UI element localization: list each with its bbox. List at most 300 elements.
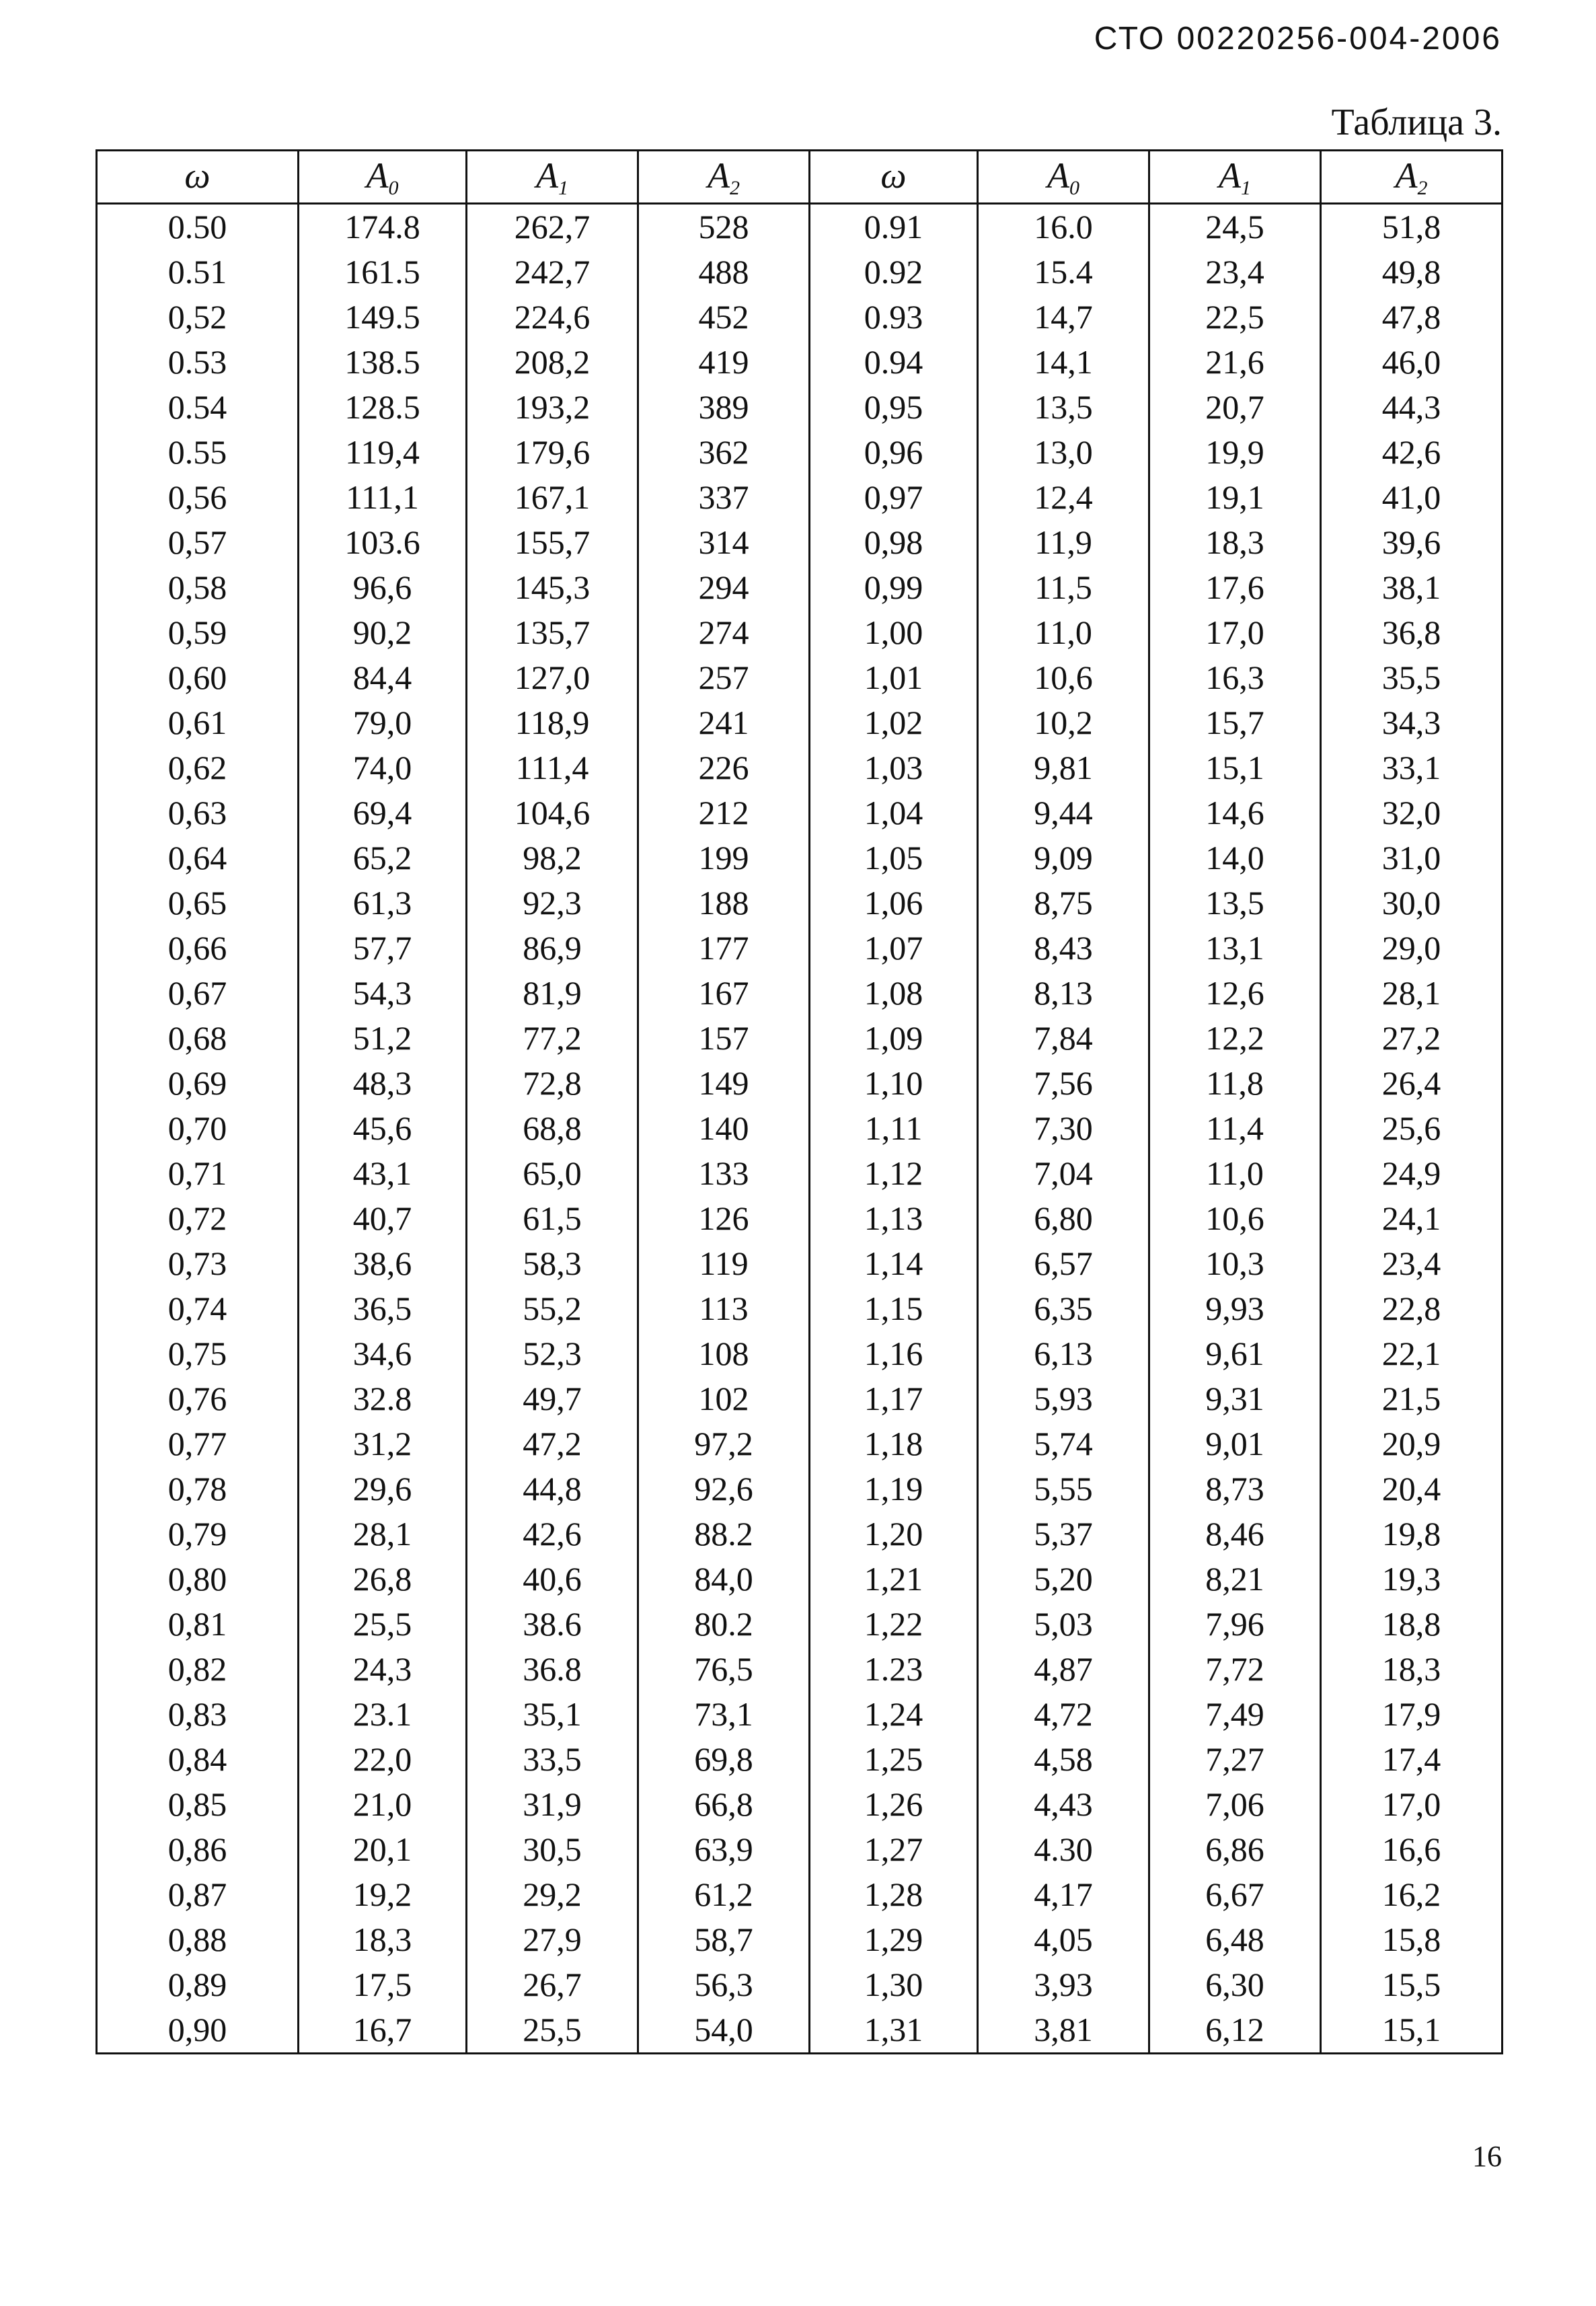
table-cell: 155,7 <box>467 520 638 565</box>
table-cell: 1,00 <box>810 610 978 655</box>
table-cell: 1,08 <box>810 971 978 1016</box>
table-cell: 69,8 <box>638 1737 810 1782</box>
table-cell: 5,93 <box>978 1376 1149 1421</box>
table-cell: 26,7 <box>467 1962 638 2007</box>
table-cell: 0,86 <box>97 1827 299 1872</box>
table-cell: 7,84 <box>978 1016 1149 1061</box>
table-cell: 19,1 <box>1149 475 1321 520</box>
table-cell: 488 <box>638 250 810 295</box>
table-row <box>97 430 1503 475</box>
table-row <box>97 790 1503 835</box>
table-cell: 0,97 <box>810 475 978 520</box>
table-cell: 14,7 <box>978 295 1149 340</box>
table-cell: 133 <box>638 1151 810 1196</box>
table-cell: 16,2 <box>1321 1872 1503 1917</box>
table-cell: 0,58 <box>97 565 299 610</box>
table-cell: 14,6 <box>1149 790 1321 835</box>
table-cell: 29,2 <box>467 1872 638 1917</box>
table-cell: 20,1 <box>299 1827 467 1872</box>
table-cell: 92,6 <box>638 1466 810 1512</box>
table-cell: 7,06 <box>1149 1782 1321 1827</box>
table-cell: 98,2 <box>467 835 638 881</box>
table-cell: 28,1 <box>299 1512 467 1557</box>
table-row <box>97 610 1503 655</box>
coefficient-table <box>96 149 1503 2054</box>
table-cell: 9,93 <box>1149 1286 1321 1331</box>
table-cell: 92,3 <box>467 881 638 926</box>
table-cell: 14,1 <box>978 340 1149 385</box>
table-cell: 9,61 <box>1149 1331 1321 1376</box>
table-cell: 0,64 <box>97 835 299 881</box>
table-cell: 25,6 <box>1321 1106 1503 1151</box>
table-cell: 8,13 <box>978 971 1149 1016</box>
header-a0-1: $A_0$ <box>299 151 467 204</box>
table-cell: 212 <box>638 790 810 835</box>
table-cell: 17,6 <box>1149 565 1321 610</box>
table-cell: 7,49 <box>1149 1692 1321 1737</box>
table-row <box>97 1196 1503 1241</box>
document-code: СТО 00220256-004-2006 <box>1094 21 1502 57</box>
table-cell: 1,11 <box>810 1106 978 1151</box>
table-cell: 10,3 <box>1149 1241 1321 1286</box>
table-cell: 1,07 <box>810 926 978 971</box>
table-cell: 0.51 <box>97 250 299 295</box>
table-cell: 51,8 <box>1321 204 1503 250</box>
table-cell: 0,52 <box>97 295 299 340</box>
table-cell: 35,1 <box>467 1692 638 1737</box>
table-cell: 177 <box>638 926 810 971</box>
table-cell: 1,04 <box>810 790 978 835</box>
table-cell: 15.4 <box>978 250 1149 295</box>
table-cell: 32,0 <box>1321 790 1503 835</box>
table-cell: 4.30 <box>978 1827 1149 1872</box>
table-cell: 149 <box>638 1061 810 1106</box>
table-cell: 118,9 <box>467 700 638 745</box>
table-cell: 1,31 <box>810 2007 978 2054</box>
table-cell: 47,8 <box>1321 295 1503 340</box>
table-cell: 314 <box>638 520 810 565</box>
table-cell: 49,8 <box>1321 250 1503 295</box>
table-cell: 9,81 <box>978 745 1149 790</box>
table-row <box>97 1737 1503 1782</box>
table-cell: 0.91 <box>810 204 978 250</box>
table-cell: 1,26 <box>810 1782 978 1827</box>
table-row <box>97 2007 1503 2054</box>
table-cell: 1,09 <box>810 1016 978 1061</box>
table-cell: 10,6 <box>1149 1196 1321 1241</box>
table-row <box>97 1827 1503 1872</box>
table-cell: 1,29 <box>810 1917 978 1962</box>
table-cell: 4,05 <box>978 1917 1149 1962</box>
table-cell: 3,81 <box>978 2007 1149 2054</box>
table-cell: 22,1 <box>1321 1331 1503 1376</box>
table-cell: 45,6 <box>299 1106 467 1151</box>
table-cell: 44,3 <box>1321 385 1503 430</box>
table-cell: 35,5 <box>1321 655 1503 700</box>
table-cell: 1,01 <box>810 655 978 700</box>
table-cell: 24,3 <box>299 1647 467 1692</box>
table-cell: 58,7 <box>638 1917 810 1962</box>
table-cell: 119,4 <box>299 430 467 475</box>
table-row <box>97 1647 1503 1692</box>
table-cell: 102 <box>638 1376 810 1421</box>
table-cell: 111,1 <box>299 475 467 520</box>
table-cell: 26,8 <box>299 1557 467 1602</box>
table-row <box>97 1331 1503 1376</box>
table-cell: 7,27 <box>1149 1737 1321 1782</box>
table-cell: 0.53 <box>97 340 299 385</box>
table-cell: 39,6 <box>1321 520 1503 565</box>
table-cell: 1,15 <box>810 1286 978 1331</box>
table-cell: 11,9 <box>978 520 1149 565</box>
table-cell: 34,6 <box>299 1331 467 1376</box>
table-cell: 49,7 <box>467 1376 638 1421</box>
table-cell: 199 <box>638 835 810 881</box>
table-cell: 51,2 <box>299 1016 467 1061</box>
table-cell: 30,0 <box>1321 881 1503 926</box>
table-cell: 0,60 <box>97 655 299 700</box>
table-cell: 40,6 <box>467 1557 638 1602</box>
table-cell: 23,4 <box>1149 250 1321 295</box>
table-cell: 0,67 <box>97 971 299 1016</box>
table-cell: 13,5 <box>978 385 1149 430</box>
table-cell: 6,30 <box>1149 1962 1321 2007</box>
table-cell: 8,21 <box>1149 1557 1321 1602</box>
table-cell: 73,1 <box>638 1692 810 1737</box>
table-cell: 12,6 <box>1149 971 1321 1016</box>
table-cell: 0,77 <box>97 1421 299 1466</box>
table-cell: 8,43 <box>978 926 1149 971</box>
table-cell: 17,4 <box>1321 1737 1503 1782</box>
table-row <box>97 520 1503 565</box>
table-cell: 0.94 <box>810 340 978 385</box>
table-cell: 294 <box>638 565 810 610</box>
table-row <box>97 1557 1503 1602</box>
table-cell: 0,96 <box>810 430 978 475</box>
table-cell: 1,28 <box>810 1872 978 1917</box>
table-cell: 11,0 <box>1149 1151 1321 1196</box>
table-cell: 15,7 <box>1149 700 1321 745</box>
table-cell: 274 <box>638 610 810 655</box>
header-a1-2: $A_1$ <box>1149 151 1321 204</box>
table-cell: 10,2 <box>978 700 1149 745</box>
header-a0-2: $A_0$ <box>978 151 1149 204</box>
table-row <box>97 385 1503 430</box>
table-cell: 20,9 <box>1321 1421 1503 1466</box>
table-cell: 5,37 <box>978 1512 1149 1557</box>
table-cell: 0,75 <box>97 1331 299 1376</box>
table-cell: 18,3 <box>299 1917 467 1962</box>
table-cell: 24,5 <box>1149 204 1321 250</box>
table-cell: 16,6 <box>1321 1827 1503 1872</box>
table-cell: 0,61 <box>97 700 299 745</box>
table-cell: 17,0 <box>1321 1782 1503 1827</box>
table-row <box>97 1061 1503 1106</box>
table-cell: 43,1 <box>299 1151 467 1196</box>
table-cell: 0,90 <box>97 2007 299 2054</box>
table-cell: 0.50 <box>97 204 299 250</box>
table-cell: 27,9 <box>467 1917 638 1962</box>
table-cell: 72,8 <box>467 1061 638 1106</box>
table-cell: 42,6 <box>467 1512 638 1557</box>
table-cell: 0,87 <box>97 1872 299 1917</box>
table-cell: 1,24 <box>810 1692 978 1737</box>
table-cell: 34,3 <box>1321 700 1503 745</box>
table-cell: 119 <box>638 1241 810 1286</box>
table-cell: 24,9 <box>1321 1151 1503 1196</box>
table-cell: 36.8 <box>467 1647 638 1692</box>
table-cell: 96,6 <box>299 565 467 610</box>
table-cell: 65,2 <box>299 835 467 881</box>
table-cell: 11,5 <box>978 565 1149 610</box>
table-cell: 0,79 <box>97 1512 299 1557</box>
table-cell: 38,6 <box>299 1241 467 1286</box>
table-cell: 11,0 <box>978 610 1149 655</box>
table-cell: 9,01 <box>1149 1421 1321 1466</box>
table-cell: 76,5 <box>638 1647 810 1692</box>
header-a1-1: $A_1$ <box>467 151 638 204</box>
table-cell: 28,1 <box>1321 971 1503 1016</box>
table-cell: 1,06 <box>810 881 978 926</box>
table-cell: 0,63 <box>97 790 299 835</box>
table-row <box>97 1466 1503 1512</box>
table-cell: 52,3 <box>467 1331 638 1376</box>
table-row <box>97 1376 1503 1421</box>
header-omega-2: ω <box>810 151 978 204</box>
table-cell: 5,20 <box>978 1557 1149 1602</box>
table-cell: 36,8 <box>1321 610 1503 655</box>
table-cell: 4,72 <box>978 1692 1149 1737</box>
table-cell: 47,2 <box>467 1421 638 1466</box>
table-cell: 27,2 <box>1321 1016 1503 1061</box>
table-cell: 19,2 <box>299 1872 467 1917</box>
table-cell: 42,6 <box>1321 430 1503 475</box>
table-cell: 0,82 <box>97 1647 299 1692</box>
table-cell: 108 <box>638 1331 810 1376</box>
table-cell: 29,0 <box>1321 926 1503 971</box>
table-cell: 0,65 <box>97 881 299 926</box>
table-cell: 0,84 <box>97 1737 299 1782</box>
table-cell: 33,5 <box>467 1737 638 1782</box>
table-cell: 0,69 <box>97 1061 299 1106</box>
page-number: 16 <box>1472 2140 1502 2173</box>
table-cell: 0,88 <box>97 1917 299 1962</box>
header-a2-1: $A_2$ <box>638 151 810 204</box>
table-cell: 6,57 <box>978 1241 1149 1286</box>
table-cell: 10,6 <box>978 655 1149 700</box>
table-cell: 5,74 <box>978 1421 1149 1466</box>
table-cell: 16.0 <box>978 204 1149 250</box>
table-cell: 13,0 <box>978 430 1149 475</box>
table-cell: 31,0 <box>1321 835 1503 881</box>
table-cell: 80.2 <box>638 1602 810 1647</box>
table-cell: 61,2 <box>638 1872 810 1917</box>
table-cell: 18,3 <box>1321 1647 1503 1692</box>
table-cell: 6,12 <box>1149 2007 1321 2054</box>
table-cell: 126 <box>638 1196 810 1241</box>
table-cell: 86,9 <box>467 926 638 971</box>
table-row <box>97 700 1503 745</box>
table-cell: 0,57 <box>97 520 299 565</box>
header-a2-2: $A_2$ <box>1321 151 1503 204</box>
table-cell: 0,56 <box>97 475 299 520</box>
table-cell: 21,6 <box>1149 340 1321 385</box>
table-cell: 8,73 <box>1149 1466 1321 1512</box>
table-cell: 1,12 <box>810 1151 978 1196</box>
table-cell: 12,2 <box>1149 1016 1321 1061</box>
table-cell: 127,0 <box>467 655 638 700</box>
table-cell: 61,5 <box>467 1196 638 1241</box>
table-cell: 167,1 <box>467 475 638 520</box>
table-cell: 69,4 <box>299 790 467 835</box>
table-row <box>97 565 1503 610</box>
table-cell: 19,3 <box>1321 1557 1503 1602</box>
table-cell: 7,96 <box>1149 1602 1321 1647</box>
table-row <box>97 1106 1503 1151</box>
table-cell: 88.2 <box>638 1512 810 1557</box>
table-cell: 13,1 <box>1149 926 1321 971</box>
table-cell: 0,59 <box>97 610 299 655</box>
table-cell: 90,2 <box>299 610 467 655</box>
table-cell: 6,13 <box>978 1331 1149 1376</box>
table-row <box>97 340 1503 385</box>
table-cell: 23.1 <box>299 1692 467 1737</box>
table-row <box>97 655 1503 700</box>
table-cell: 19,8 <box>1321 1512 1503 1557</box>
table-row <box>97 1917 1503 1962</box>
table-cell: 104,6 <box>467 790 638 835</box>
table-row <box>97 881 1503 926</box>
table-cell: 46,0 <box>1321 340 1503 385</box>
table-row <box>97 1286 1503 1331</box>
table-row <box>97 1692 1503 1737</box>
table-cell: 54,0 <box>638 2007 810 2054</box>
table-cell: 1,22 <box>810 1602 978 1647</box>
table-cell: 21,5 <box>1321 1376 1503 1421</box>
table-cell: 17,9 <box>1321 1692 1503 1737</box>
table-cell: 113 <box>638 1286 810 1331</box>
table-cell: 179,6 <box>467 430 638 475</box>
table-cell: 1,10 <box>810 1061 978 1106</box>
table-cell: 149.5 <box>299 295 467 340</box>
table-cell: 55,2 <box>467 1286 638 1331</box>
table-cell: 15,1 <box>1321 2007 1503 2054</box>
table-cell: 9,44 <box>978 790 1149 835</box>
table-cell: 0,70 <box>97 1106 299 1151</box>
table-cell: 1,20 <box>810 1512 978 1557</box>
table-cell: 68,8 <box>467 1106 638 1151</box>
table-cell: 161.5 <box>299 250 467 295</box>
table-cell: 224,6 <box>467 295 638 340</box>
table-cell: 19,9 <box>1149 430 1321 475</box>
table-cell: 44,8 <box>467 1466 638 1512</box>
table-cell: 41,0 <box>1321 475 1503 520</box>
table-cell: 0.55 <box>97 430 299 475</box>
table-cell: 0,68 <box>97 1016 299 1061</box>
table-cell: 9,09 <box>978 835 1149 881</box>
table-row <box>97 1151 1503 1196</box>
table-cell: 452 <box>638 295 810 340</box>
table-header-row <box>97 151 1503 204</box>
table-cell: 14,0 <box>1149 835 1321 881</box>
table-cell: 31,9 <box>467 1782 638 1827</box>
table-cell: 15,5 <box>1321 1962 1503 2007</box>
table-cell: 174.8 <box>299 204 467 250</box>
table-cell: 135,7 <box>467 610 638 655</box>
table-caption: Таблица 3. <box>1331 102 1502 143</box>
table-cell: 0,72 <box>97 1196 299 1241</box>
table-cell: 528 <box>638 204 810 250</box>
table-cell: 1,17 <box>810 1376 978 1421</box>
table-cell: 4,87 <box>978 1647 1149 1692</box>
table-cell: 241 <box>638 700 810 745</box>
table-cell: 1,02 <box>810 700 978 745</box>
table-row <box>97 835 1503 881</box>
table-row <box>97 1602 1503 1647</box>
table-row <box>97 295 1503 340</box>
table-cell: 4,43 <box>978 1782 1149 1827</box>
table-cell: 1,05 <box>810 835 978 881</box>
table-cell: 145,3 <box>467 565 638 610</box>
table-cell: 208,2 <box>467 340 638 385</box>
table-cell: 24,1 <box>1321 1196 1503 1241</box>
table-cell: 1,30 <box>810 1962 978 2007</box>
table-cell: 0,89 <box>97 1962 299 2007</box>
table-cell: 6,35 <box>978 1286 1149 1331</box>
table-row <box>97 926 1503 971</box>
table-cell: 1,21 <box>810 1557 978 1602</box>
table-cell: 257 <box>638 655 810 700</box>
table-cell: 0.92 <box>810 250 978 295</box>
table-row <box>97 1421 1503 1466</box>
table-body <box>97 204 1503 2054</box>
table-cell: 29,6 <box>299 1466 467 1512</box>
table-cell: 188 <box>638 881 810 926</box>
table-cell: 0,76 <box>97 1376 299 1421</box>
table-cell: 7,72 <box>1149 1647 1321 1692</box>
table-cell: 22,8 <box>1321 1286 1503 1331</box>
table-row <box>97 1241 1503 1286</box>
table-cell: 6,67 <box>1149 1872 1321 1917</box>
table-cell: 58,3 <box>467 1241 638 1286</box>
table-cell: 0,85 <box>97 1782 299 1827</box>
table-cell: 11,4 <box>1149 1106 1321 1151</box>
table-row <box>97 1962 1503 2007</box>
table-cell: 0,80 <box>97 1557 299 1602</box>
table-cell: 6,86 <box>1149 1827 1321 1872</box>
table-cell: 262,7 <box>467 204 638 250</box>
table-cell: 65,0 <box>467 1151 638 1196</box>
table-cell: 31,2 <box>299 1421 467 1466</box>
table-cell: 21,0 <box>299 1782 467 1827</box>
table-cell: 15,8 <box>1321 1917 1503 1962</box>
table-cell: 1.23 <box>810 1647 978 1692</box>
table-cell: 1,19 <box>810 1466 978 1512</box>
table-cell: 17,5 <box>299 1962 467 2007</box>
table-cell: 140 <box>638 1106 810 1151</box>
table-cell: 0,78 <box>97 1466 299 1512</box>
table-row <box>97 971 1503 1016</box>
table-cell: 1,13 <box>810 1196 978 1241</box>
table-cell: 0,98 <box>810 520 978 565</box>
table-cell: 20,4 <box>1321 1466 1503 1512</box>
table-cell: 57,7 <box>299 926 467 971</box>
table-cell: 0,73 <box>97 1241 299 1286</box>
table-row <box>97 1782 1503 1827</box>
table-cell: 25,5 <box>467 2007 638 2054</box>
table-cell: 111,4 <box>467 745 638 790</box>
table-cell: 30,5 <box>467 1827 638 1872</box>
